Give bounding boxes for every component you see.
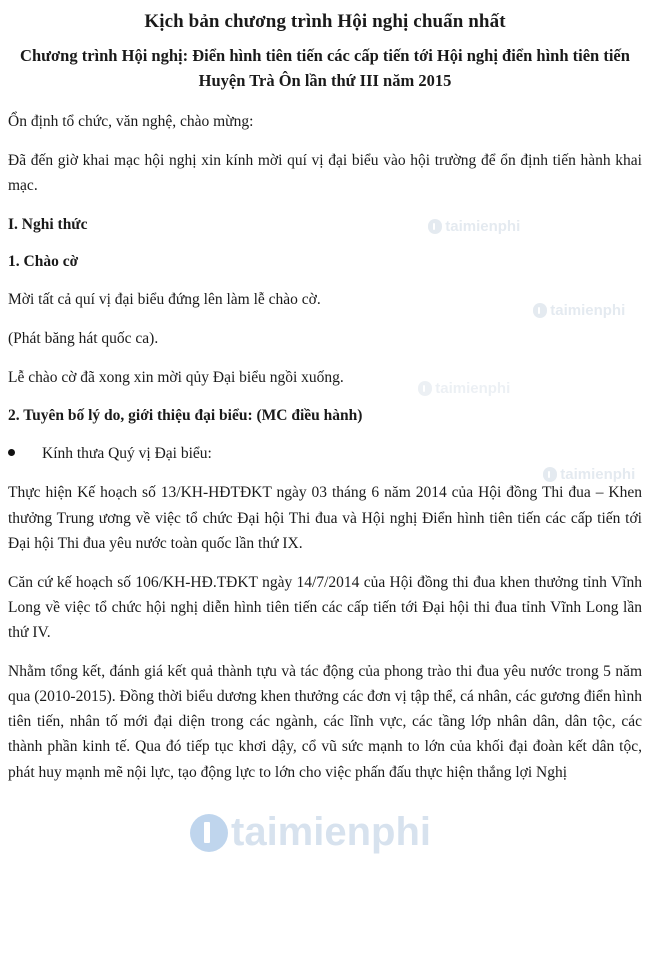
paragraph: Nhằm tổng kết, đánh giá kết quả thành tựu và tác động của phong trào thi đua yêu nước trong 5 năm qua (2010-2015). Đồng thời biểu dương khen thưởng các đơn vị tập thể, cá nhân, các gương điển hình tiên tiến, nhân tố mới đại diện trong các ngành, các lĩnh vực, các tầng lớp nhân dân, dân tộc, các thành phần kinh tế. Qua đó tiếp tục khơi dậy, cổ vũ sức mạnh to lớn của khối đại đoàn kết dân tộc, phát huy mạnh mẽ nội lực, tạo động lực to lớn cho việc phấn đấu thực hiện thắng lợi Nghị (8, 663, 642, 781)
bullet-dot-icon (8, 449, 15, 456)
watermark-badge-icon (190, 814, 228, 852)
paragraph: (Phát băng hát quốc ca). (8, 330, 159, 348)
section-heading: 1. Chào cờ (8, 252, 79, 270)
watermark-text: taimienphi (445, 218, 521, 235)
paragraph: Lễ chào cờ đã xong xin mời qủy Đại biểu ngồi xuống. (8, 369, 344, 387)
watermark-text: taimienphi (435, 380, 511, 397)
paragraph: Mời tất cả quí vị đại biểu đứng lên làm lễ chào cờ. (8, 291, 321, 309)
watermark-text: taimienphi (231, 810, 432, 854)
paragraph: Thực hiện Kế hoạch số 13/KH-HĐTĐKT ngày 03 tháng 6 năm 2014 của Hội đồng Thi đua – Khen thưởng Trung ương về việc tổ chức Đại hội Thi đua và Hội nghị Điển hình tiên tiến các cấp tiến tới Đại hội Thi đua yêu nước toàn quốc lần thứ IX. (8, 484, 642, 552)
paragraph: Đã đến giờ khai mạc hội nghị xin kính mời quí vị đại biểu vào hội trường để ổn định tiến hành khai mạc. (8, 152, 642, 195)
section-heading: I. Nghi thức (8, 215, 88, 233)
watermark-text: taimienphi (560, 466, 636, 483)
watermark-text: taimienphi (550, 302, 626, 319)
section-heading: 2. Tuyên bố lý do, giới thiệu đại biểu: (MC điều hành) (8, 407, 363, 425)
watermark-large (190, 810, 431, 855)
list-item (8, 442, 642, 467)
list-item-label: Kính thưa Quý vị Đại biểu: (42, 444, 212, 462)
paragraph: Căn cứ kế hoạch số 106/KH-HĐ.TĐKT ngày 14/7/2014 của Hội đồng thi đua khen thưởng tỉnh Vĩnh Long về việc tổ chức hội nghị diễn hình tiên tiến các cấp tiến tới Đại hội thi đua tỉnh Vĩnh Long lần thứ IV. (8, 573, 642, 641)
page-title: Kịch bản chương trình Hội nghị chuẩn nhất (144, 11, 506, 32)
paragraph: Ổn định tổ chức, văn nghệ, chào mừng: (8, 113, 254, 131)
document-subtitle: Chương trình Hội nghị: Điển hình tiên tiến các cấp tiến tới Hội nghị điển hình tiên tiến Huyện Trà Ôn lần thứ III năm 2015 (20, 45, 630, 90)
